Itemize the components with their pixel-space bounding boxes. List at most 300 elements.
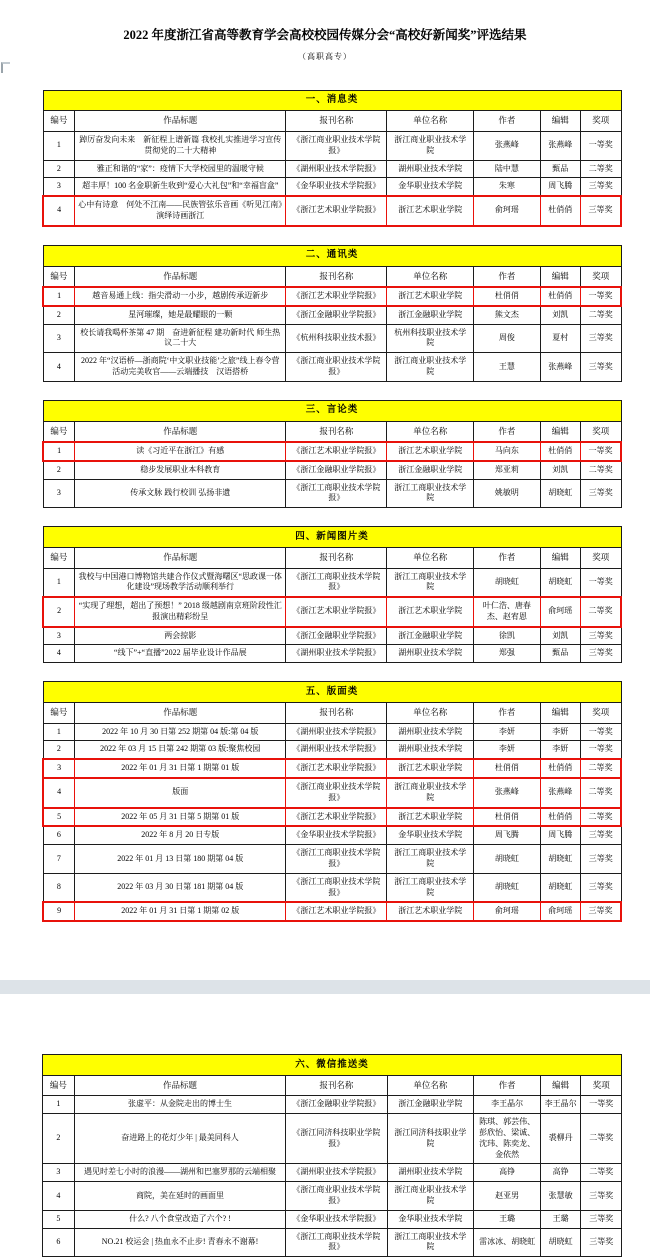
table-cell: 杜俏俏: [540, 442, 580, 461]
table-cell: 3: [43, 627, 75, 645]
table-cell: 二等奖: [581, 306, 621, 324]
table-row: [43, 568, 621, 597]
table-cell: 奋进路上的花灯少年 | 最美同科人: [74, 1114, 285, 1164]
table-cell: 徐凯: [474, 627, 540, 645]
document-title: 2022 年度浙江省高等教育学会高校校园传媒分会“高校好新闻奖”评选结果: [123, 28, 527, 42]
table-cell: 郑亚莉: [474, 461, 540, 479]
table-cell: 越音易通上线：指尖滑动一小步，越剧传承迈新步: [75, 287, 286, 306]
table-cell: 湖州职业技术学院: [387, 1164, 474, 1182]
table-cell: “线下”+“直播”2022 届毕业设计作品展: [75, 645, 286, 663]
table-cell: 陆中慧: [474, 160, 540, 178]
column-header: 报刊名称: [286, 421, 387, 442]
table-cell: 2: [43, 741, 75, 759]
page-two-tables: [42, 1054, 622, 1257]
table-cell: 胡晓虹: [540, 479, 580, 508]
table-cell: 什么? 八个食堂改造了六个? !: [74, 1210, 285, 1228]
table-row: [43, 723, 621, 741]
table-cell: 李王晶尔: [540, 1096, 581, 1114]
table-cell: 三等奖: [581, 353, 621, 382]
table-cell: 传承文脉 践行校训 弘扬非遗: [75, 479, 286, 508]
table-cell: 8: [43, 873, 75, 902]
table-cell: 俞珂瑶: [474, 196, 540, 226]
table-cell: 《浙江艺术职业学院报》: [286, 759, 387, 778]
column-header: 报刊名称: [286, 266, 387, 287]
column-header: 编辑: [540, 703, 580, 723]
table-cell: 2022 年 01 月 31 日第 1 期第 02 版: [75, 902, 286, 921]
table-cell: 《杭州科技职业技术报》: [286, 324, 387, 353]
table-cell: 裘柳丹: [540, 1114, 581, 1164]
table-cell: 金华职业技术学院: [387, 826, 474, 844]
table-cell: 张燕峰: [474, 131, 540, 160]
table-row: [43, 902, 621, 921]
table-cell: 甄品: [540, 160, 580, 178]
category-banner: [43, 682, 621, 703]
table-cell: 《浙江金融职业学院报》: [286, 627, 387, 645]
table-cell: 6: [43, 1228, 75, 1257]
category-banner: [43, 527, 621, 548]
table-cell: 4: [43, 353, 75, 382]
table-row: [43, 808, 621, 827]
table-cell: 夏村: [540, 324, 580, 353]
table-cell: 陈琪、郭芸伟、彭欣怡、梁诚、沈玮、陈奕龙、金依然: [474, 1114, 541, 1164]
table-cell: 李妍: [540, 723, 580, 741]
table-row: [43, 873, 621, 902]
column-header: 作品标题: [75, 266, 286, 287]
table-cell: 浙江商业职业技术学院: [387, 131, 474, 160]
table-cell: 《浙江金融职业学院报》: [286, 1096, 387, 1114]
awards-table: [42, 526, 622, 663]
column-header: 单位名称: [387, 703, 474, 723]
table-cell: 杭州科技职业技术学院: [387, 324, 474, 353]
table-row: [43, 1210, 622, 1228]
table-cell: 2022 年 03 月 15 日第 242 期第 03 版:聚焦校园: [75, 741, 286, 759]
column-header: 作品标题: [75, 703, 286, 723]
table-cell: 刘凯: [540, 461, 580, 479]
table-row: [43, 597, 621, 627]
table-cell: 稳步发展职业本科教育: [75, 461, 286, 479]
table-cell: 胡晓虹: [540, 873, 580, 902]
table-cell: 《浙江工商职业技术学院报》: [286, 479, 387, 508]
table-row: [43, 778, 621, 808]
column-header: 编号: [43, 421, 75, 442]
table-cell: 3: [43, 759, 75, 778]
header-row: [43, 548, 621, 568]
table-cell: 金华职业技术学院: [387, 178, 474, 196]
table-cell: 杜俏俏: [540, 196, 580, 226]
column-header: 单位名称: [387, 266, 474, 287]
table-cell: 读《习近平在浙江》有感: [75, 442, 286, 461]
table-cell: 金华职业技术学院: [387, 1210, 474, 1228]
table-cell: 《浙江艺术职业学院报》: [286, 442, 387, 461]
category-banner: [43, 400, 621, 421]
column-header: 作者: [474, 421, 540, 442]
table-cell: 浙江艺术职业学院: [387, 808, 474, 827]
table-cell: 胡晓虹: [474, 873, 540, 902]
table-cell: 《浙江艺术职业学院报》: [286, 287, 387, 306]
table-row: [43, 741, 621, 759]
table-cell: 浙江金融职业学院: [387, 1096, 474, 1114]
table-cell: 校长请我喝杯茶第 47 期 奋进新征程 建功新时代 师生热议二十大: [75, 324, 286, 353]
table-cell: 浙江艺术职业学院: [387, 759, 474, 778]
header-row: [43, 1075, 622, 1095]
column-header: 报刊名称: [286, 548, 387, 568]
table-cell: 浙江艺术职业学院: [387, 287, 474, 306]
table-cell: 《浙江工商职业技术学院报》: [286, 568, 387, 597]
category-banner: [43, 1055, 622, 1076]
table-row: [43, 645, 621, 663]
column-header: 编辑: [540, 266, 580, 287]
table-cell: 浙江工商职业技术学院: [387, 873, 474, 902]
column-header: 编辑: [540, 111, 580, 131]
document-subtitle: （高职高专）: [298, 51, 352, 61]
table-cell: 4: [43, 196, 75, 226]
table-cell: 张虚平：从金院走出的博士生: [74, 1096, 285, 1114]
table-cell: 6: [43, 826, 75, 844]
awards-table: [42, 90, 622, 227]
table-cell: 杜俏俏: [540, 759, 580, 778]
awards-table: [42, 245, 622, 382]
table-cell: 浙江商业职业技术学院: [387, 778, 474, 808]
table-cell: 二等奖: [581, 461, 621, 479]
table-row: [43, 627, 621, 645]
table-cell: 《浙江商业职业技术学院报》: [286, 1182, 387, 1211]
table-cell: 杜俏俏: [540, 287, 580, 306]
table-cell: 叶仁浩、唐春杰、赵宥恩: [474, 597, 540, 627]
table-cell: 高铮: [474, 1164, 541, 1182]
category-banner: [43, 90, 621, 111]
table-cell: 浙江工商职业技术学院: [387, 845, 474, 874]
table-cell: 浙江金融职业学院: [387, 306, 474, 324]
table-cell: 《浙江金融职业学院报》: [286, 306, 387, 324]
table-row: [43, 287, 621, 306]
table-cell: 两会掠影: [75, 627, 286, 645]
table-cell: 2: [43, 597, 75, 627]
table-cell: 湖州职业技术学院: [387, 741, 474, 759]
table-cell: 三等奖: [581, 196, 621, 226]
table-cell: 《浙江商业职业技术学院报》: [286, 353, 387, 382]
table-cell: 一等奖: [581, 741, 621, 759]
table-cell: 浙江工商职业技术学院: [387, 568, 474, 597]
column-header: 作品标题: [75, 111, 286, 131]
table-cell: 刘凯: [540, 306, 580, 324]
table-cell: 1: [43, 131, 75, 160]
table-cell: 1: [43, 1096, 75, 1114]
table-cell: 周飞腾: [540, 826, 580, 844]
table-row: [43, 479, 621, 508]
table-cell: 三等奖: [581, 873, 621, 902]
table-cell: 王璐: [474, 1210, 541, 1228]
table-cell: 《浙江工商职业技术学院报》: [286, 845, 387, 874]
table-cell: 2: [43, 306, 75, 324]
table-cell: 3: [43, 479, 75, 508]
table-cell: “实现了理想，超出了预想！” 2018 级越剧南京班阶段性汇报演出精彩纷呈: [75, 597, 286, 627]
table-cell: 浙江工商职业技术学院: [387, 1228, 474, 1257]
table-cell: 李妍: [540, 741, 580, 759]
table-cell: 浙江商业职业技术学院: [387, 1182, 474, 1211]
table-row: [43, 759, 621, 778]
table-row: [43, 1228, 622, 1257]
table-cell: 1: [43, 723, 75, 741]
table-row: [43, 324, 621, 353]
table-cell: 一等奖: [581, 723, 621, 741]
table-row: [43, 131, 621, 160]
table-cell: 胡晓虹: [474, 568, 540, 597]
table-row: [43, 353, 621, 382]
table-cell: 浙江工商职业技术学院: [387, 479, 474, 508]
table-cell: 4: [43, 645, 75, 663]
table-cell: 俞珂瑶: [474, 902, 540, 921]
column-header: 作者: [474, 548, 540, 568]
table-cell: 三等奖: [581, 178, 621, 196]
column-header: 报刊名称: [286, 111, 387, 131]
column-header: 编号: [43, 703, 75, 723]
table-cell: 三等奖: [581, 627, 621, 645]
table-cell: 湖州职业技术学院: [387, 160, 474, 178]
table-cell: 三等奖: [581, 826, 621, 844]
table-cell: 2022 年 10 月 30 日第 252 期第 04 版:第 04 版: [75, 723, 286, 741]
awards-table: [42, 681, 622, 922]
table-cell: 3: [43, 324, 75, 353]
table-cell: 张燕峰: [474, 778, 540, 808]
table-cell: 一等奖: [581, 568, 621, 597]
table-cell: 7: [43, 845, 75, 874]
table-cell: 《湖州职业技术学院报》: [286, 741, 387, 759]
awards-table: [42, 400, 622, 508]
category-title: 二、通讯类: [43, 245, 621, 266]
column-header: 作者: [474, 266, 540, 287]
column-header: 作者: [474, 1075, 541, 1095]
column-header: 奖项: [581, 421, 621, 442]
table-row: [43, 196, 621, 226]
table-row: [43, 442, 621, 461]
column-header: 奖项: [581, 548, 621, 568]
table-cell: 1: [43, 442, 75, 461]
table-row: [43, 1096, 622, 1114]
table-cell: 《浙江工商职业技术学院报》: [286, 1228, 387, 1257]
table-row: [43, 1182, 622, 1211]
table-cell: 4: [43, 778, 75, 808]
table-cell: 刘凯: [540, 627, 580, 645]
table-cell: 2022 年 01 月 31 日第 1 期第 01 版: [75, 759, 286, 778]
table-cell: 一等奖: [581, 287, 621, 306]
table-cell: 4: [43, 1182, 75, 1211]
table-cell: 二等奖: [581, 1164, 622, 1182]
table-cell: 李妍: [474, 741, 540, 759]
table-cell: 二等奖: [581, 778, 621, 808]
table-cell: 朱寒: [474, 178, 540, 196]
table-cell: 胡晓虹: [540, 1228, 581, 1257]
column-header: 作者: [474, 111, 540, 131]
table-cell: 一等奖: [581, 442, 621, 461]
column-header: 报刊名称: [286, 1075, 387, 1095]
table-cell: 《浙江艺术职业学院报》: [286, 902, 387, 921]
table-cell: 1: [43, 568, 75, 597]
table-row: [43, 178, 621, 196]
category-title: 六、微信推送类: [43, 1055, 622, 1076]
category-title: 四、新闻图片类: [43, 527, 621, 548]
table-cell: 张燕峰: [540, 778, 580, 808]
column-header: 单位名称: [387, 111, 474, 131]
table-cell: 《浙江工商职业技术学院报》: [286, 873, 387, 902]
table-cell: 心中有诗意 何处不江南——民族管弦乐音画《听见江南》演绎诗画浙江: [75, 196, 286, 226]
table-cell: 周飞腾: [474, 826, 540, 844]
table-cell: 浙江艺术职业学院: [387, 902, 474, 921]
table-cell: 郑强: [474, 645, 540, 663]
table-cell: 《浙江商业职业技术学院报》: [286, 131, 387, 160]
table-cell: 《浙江艺术职业学院报》: [286, 597, 387, 627]
table-cell: 二等奖: [581, 1114, 622, 1164]
table-cell: 杜俏俏: [474, 287, 540, 306]
column-header: 作品标题: [74, 1075, 285, 1095]
page-one-tables: [42, 90, 622, 923]
header-row: [43, 111, 621, 131]
table-cell: 版面: [75, 778, 286, 808]
column-header: 编辑: [540, 1075, 581, 1095]
column-header: 作者: [474, 703, 540, 723]
header-row: [43, 421, 621, 442]
table-cell: 浙江同济科技职业学院: [387, 1114, 474, 1164]
table-cell: 姚敏明: [474, 479, 540, 508]
table-cell: 我校与中国港口博物馆共建合作仪式暨海曙区“思政课一体化建设”现场教学活动顺利举行: [75, 568, 286, 597]
table-cell: 三等奖: [581, 479, 621, 508]
column-header: 编号: [43, 111, 75, 131]
column-header: 编辑: [540, 421, 580, 442]
table-cell: 《湖州职业技术学院报》: [286, 645, 387, 663]
table-cell: 《湖州职业技术学院报》: [286, 723, 387, 741]
table-cell: NO.21 校运会 | 热血永不止步! 青春永不谢幕!: [74, 1228, 285, 1257]
table-cell: 2022 年 05 月 31 日第 5 期第 01 版: [75, 808, 286, 827]
table-row: [43, 461, 621, 479]
table-cell: 踔厉奋发向未来 新征程上谱新篇 我校扎实推进学习宣传贯彻党的二十大精神: [75, 131, 286, 160]
table-cell: 杜俏俏: [474, 808, 540, 827]
table-cell: 星河璀璨，她是最耀眼的一颗: [75, 306, 286, 324]
table-cell: 一等奖: [581, 1096, 622, 1114]
table-cell: 2: [43, 1114, 75, 1164]
column-header: 单位名称: [387, 548, 474, 568]
table-cell: 胡晓虹: [540, 568, 580, 597]
column-header: 奖项: [581, 1075, 622, 1095]
table-cell: 5: [43, 808, 75, 827]
table-cell: 浙江艺术职业学院: [387, 442, 474, 461]
table-cell: 3: [43, 1164, 75, 1182]
page-margin-mark: [1, 62, 10, 73]
category-banner: [43, 245, 621, 266]
table-cell: 高铮: [540, 1164, 581, 1182]
table-cell: 3: [43, 178, 75, 196]
table-cell: 三等奖: [581, 845, 621, 874]
table-cell: 5: [43, 1210, 75, 1228]
table-cell: 2022 年“汉语桥—浙商院‘中文职业技能’之旅”线上春令营活动完美收官——云端播技 汉语搭桥: [75, 353, 286, 382]
table-cell: 胡晓虹: [474, 845, 540, 874]
table-cell: 《湖州职业技术学院报》: [286, 1164, 387, 1182]
table-row: [43, 845, 621, 874]
table-cell: 浙江艺术职业学院: [387, 196, 474, 226]
table-cell: 二等奖: [581, 759, 621, 778]
table-cell: 《浙江同济科技职业学院报》: [286, 1114, 387, 1164]
table-cell: 二等奖: [581, 808, 621, 827]
table-cell: 二等奖: [581, 160, 621, 178]
table-cell: 赵亚男: [474, 1182, 541, 1211]
table-cell: 二等奖: [581, 597, 621, 627]
table-row: [43, 826, 621, 844]
table-cell: 浙江金融职业学院: [387, 461, 474, 479]
table-cell: 李王晶尔: [474, 1096, 541, 1114]
table-cell: 雷冰冰、胡晓虹: [474, 1228, 541, 1257]
column-header: 编号: [43, 548, 75, 568]
column-header: 报刊名称: [286, 703, 387, 723]
table-cell: 王璐: [540, 1210, 581, 1228]
category-title: 五、版面类: [43, 682, 621, 703]
column-header: 奖项: [581, 111, 621, 131]
column-header: 奖项: [581, 703, 621, 723]
table-cell: 9: [43, 902, 75, 921]
header-row: [43, 703, 621, 723]
column-header: 编号: [43, 266, 75, 287]
table-cell: 2022 年 01 月 13 日第 180 期第 04 版: [75, 845, 286, 874]
table-cell: 一等奖: [581, 131, 621, 160]
table-cell: 张燕峰: [540, 353, 580, 382]
table-cell: 雅正和谐的“家”：疫情下大学校园里的温暖守候: [75, 160, 286, 178]
table-cell: 《金华职业技术学院报》: [286, 1210, 387, 1228]
page-separator: [0, 980, 650, 994]
table-cell: 杜俏俏: [474, 759, 540, 778]
table-cell: 张慧敏: [540, 1182, 581, 1211]
table-cell: 《金华职业技术学院报》: [286, 826, 387, 844]
table-cell: 周俊: [474, 324, 540, 353]
table-cell: 俞珂瑶: [540, 597, 580, 627]
table-row: [43, 1114, 622, 1164]
header-row: [43, 266, 621, 287]
table-cell: 2022 年 8 月 20 日专版: [75, 826, 286, 844]
table-cell: 《湖州职业技术学院报》: [286, 160, 387, 178]
table-cell: 张燕峰: [540, 131, 580, 160]
table-cell: 俞珂瑶: [540, 902, 580, 921]
table-cell: 三等奖: [581, 1182, 622, 1211]
table-cell: 《浙江商业职业技术学院报》: [286, 778, 387, 808]
table-cell: 周飞腾: [540, 178, 580, 196]
table-cell: 2: [43, 160, 75, 178]
table-cell: 1: [43, 287, 75, 306]
table-cell: 胡晓虹: [540, 845, 580, 874]
column-header: 单位名称: [387, 421, 474, 442]
table-cell: 《浙江艺术职业学院报》: [286, 808, 387, 827]
table-cell: 三等奖: [581, 645, 621, 663]
table-row: [43, 1164, 622, 1182]
table-cell: 浙江商业职业技术学院: [387, 353, 474, 382]
table-row: [43, 160, 621, 178]
table-cell: 超丰厚！100 名金职新生收到“爱心大礼包”和“幸福盲盒”: [75, 178, 286, 196]
table-cell: 马向东: [474, 442, 540, 461]
column-header: 编号: [43, 1075, 75, 1095]
table-cell: 三等奖: [581, 1228, 622, 1257]
table-cell: 杜俏俏: [540, 808, 580, 827]
table-row: [43, 306, 621, 324]
column-header: 作品标题: [75, 548, 286, 568]
column-header: 单位名称: [387, 1075, 474, 1095]
table-cell: 《金华职业技术学院报》: [286, 178, 387, 196]
column-header: 奖项: [581, 266, 621, 287]
table-cell: 熊文杰: [474, 306, 540, 324]
table-cell: 《浙江金融职业学院报》: [286, 461, 387, 479]
column-header: 编辑: [540, 548, 580, 568]
table-cell: 三等奖: [581, 1210, 622, 1228]
table-cell: 遇见时差七小时的浪漫——湖州和巴塞罗那的云端相聚: [74, 1164, 285, 1182]
table-cell: 《浙江艺术职业学院报》: [286, 196, 387, 226]
table-cell: 三等奖: [581, 902, 621, 921]
table-cell: 甄品: [540, 645, 580, 663]
table-cell: 商院，美在延时的画面里: [74, 1182, 285, 1211]
table-cell: 2: [43, 461, 75, 479]
